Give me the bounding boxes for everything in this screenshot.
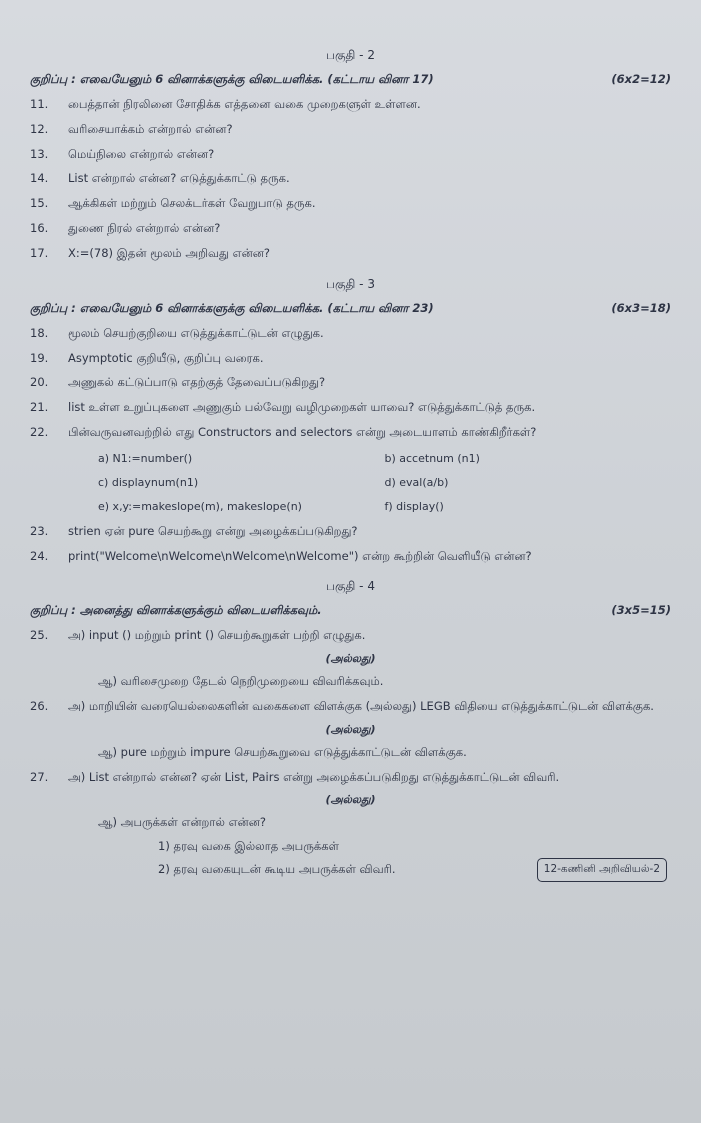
- section-3-questions-continued: [30, 523, 671, 566]
- question-text: X:=(78) இதன் மூலம் அறிவது என்ன?: [68, 245, 271, 260]
- question-number: 14.: [30, 171, 49, 186]
- or-label: (அல்லது): [325, 652, 376, 666]
- question-22-options: [30, 452, 671, 513]
- question-text: துணை நிரல் என்றால் என்ன?: [68, 221, 221, 236]
- question-27-b: ஆ) அபருக்கள் என்றால் என்ன?: [98, 815, 266, 830]
- question-row: [30, 220, 671, 238]
- marks-text: (6x3=18): [611, 300, 671, 315]
- instruction-text: குறிப்பு : அனைத்து வினாக்களுக்கும் விடையளிக்கவும்.: [30, 603, 322, 618]
- question-text: பின்வருவனவற்றில் எது Constructors and selectors என்று அடையாளம் காண்கிறீர்கள்?: [68, 424, 537, 439]
- question-text: மூலம் செயற்குறியை எடுத்துக்காட்டுடன் எழுதுக.: [68, 325, 324, 340]
- question-25-b: ஆ) வரிசைமுறை தேடல் நெறிமுறையை விவரிக்கவும்.: [98, 674, 384, 689]
- or-label: (அல்லது): [325, 793, 376, 807]
- subject-badge: 12-கணினி அறிவியல்-2: [537, 858, 667, 882]
- question-26-a: அ) மாறியின் வரையெல்லைகளின் வகைகளை விளக்குக (அல்லது) LEGB விதியை எடுத்துக்காட்டுடன் விளக்குக.: [68, 699, 654, 713]
- question-number: 26.: [30, 699, 49, 713]
- question-25-a: அ) input () மற்றும் print () செயற்கூறுகள் பற்றி எழுதுக.: [68, 628, 366, 643]
- question-row: [30, 424, 671, 442]
- question-number: 21.: [30, 400, 49, 415]
- instruction-text: குறிப்பு : எவையேனும் 6 வினாக்களுக்கு விடையளிக்க. (கட்டாய வினா 23): [30, 300, 434, 315]
- question-row: [30, 96, 671, 114]
- question-text: மெய்நிலை என்றால் என்ன?: [68, 146, 215, 161]
- question-row: [30, 170, 671, 188]
- section-2-title: பகுதி - 2: [326, 48, 375, 62]
- question-number: 17.: [30, 245, 49, 260]
- question-number: 18.: [30, 325, 49, 340]
- option-item: b) accetnum (n1): [384, 451, 480, 465]
- option-item: c) displaynum(n1): [98, 475, 199, 489]
- question-number: 22.: [30, 424, 49, 439]
- marks-text: (6x2=12): [611, 72, 671, 86]
- instruction-text: குறிப்பு : எவையேனும் 6 வினாக்களுக்கு விடையளிக்க. (கட்டாய வினா 17): [30, 72, 434, 86]
- question-row: [30, 548, 671, 566]
- question-number: 24.: [30, 548, 49, 563]
- marks-text: (3x5=15): [611, 603, 671, 618]
- question-row: [30, 121, 671, 139]
- question-row: [30, 523, 671, 541]
- question-25: [30, 627, 671, 645]
- question-row: [30, 399, 671, 417]
- question-text: list உள்ள உறுப்புகளை அணுகும் பல்வேறு வழிமுறைகள் யாவை? எடுத்துக்காட்டுத் தருக.: [68, 400, 536, 415]
- question-text: Asymptotic குறியீடு, குறிப்பு வரைக.: [68, 350, 264, 365]
- question-text: வரிசையாக்கம் என்றால் என்ன?: [68, 121, 233, 136]
- question-row: [30, 195, 671, 213]
- question-number: 23.: [30, 523, 49, 538]
- option-item: f) display(): [384, 499, 444, 513]
- question-number: 12.: [30, 121, 49, 136]
- footer-row: [158, 858, 671, 882]
- question-27-sublist: [30, 836, 671, 882]
- question-number: 15.: [30, 196, 49, 211]
- question-row: [30, 350, 671, 368]
- question-number: 25.: [30, 628, 49, 643]
- question-row: [30, 245, 671, 263]
- question-text: strien ஏன் pure செயற்கூறு என்று அழைக்கப்படுகிறது?: [68, 523, 358, 538]
- option-item: d) eval(a/b): [384, 475, 449, 489]
- section-2-instruction: [30, 72, 671, 88]
- question-number: 20.: [30, 375, 49, 390]
- question-26-b: ஆ) pure மற்றும் impure செயற்கூறுவை எடுத்துக்காட்டுடன் விளக்குக.: [98, 744, 467, 759]
- sub-item-2: 2) தரவு வகையுடன் கூடிய அபருக்கள் விவரி.: [158, 862, 396, 877]
- question-text: ஆக்கிகள் மற்றும் செலக்டர்கள் வேறுபாடு தருக.: [68, 196, 316, 211]
- question-number: 11.: [30, 97, 49, 111]
- section-2-questions: [30, 96, 671, 263]
- question-row: [30, 374, 671, 392]
- question-text: print("Welcome\nWelcome\nWelcome\nWelcome") என்ற கூற்றின் வெளியீடு என்ன?: [68, 548, 532, 563]
- question-text: அணுகல் கட்டுப்பாடு எதற்குத் தேவைப்படுகிறது?: [68, 375, 326, 390]
- question-text: List என்றால் என்ன? எடுத்துக்காட்டு தருக.: [68, 171, 290, 186]
- question-27-a: அ) List என்றால் என்ன? ஏன் List, Pairs என்று அழைக்கப்படுகிறது எடுத்துக்காட்டுடன் விவரி.: [68, 769, 560, 784]
- section-4-title: பகுதி - 4: [326, 579, 375, 594]
- question-row: [30, 146, 671, 164]
- option-item: a) N1:=number(): [98, 451, 193, 465]
- question-26: [30, 698, 671, 716]
- sub-item-1: 1) தரவு வகை இல்லாத அபருக்கள்: [158, 839, 339, 854]
- question-number: 19.: [30, 350, 49, 365]
- question-number: 27.: [30, 769, 49, 784]
- question-number: 16.: [30, 221, 49, 236]
- section-3-title: பகுதி - 3: [326, 276, 375, 291]
- option-item: e) x,y:=makeslope(m), makeslope(n): [98, 499, 302, 513]
- question-27: [30, 769, 671, 787]
- section-4-instruction: [30, 603, 671, 619]
- question-number: 13.: [30, 146, 49, 161]
- or-label: (அல்லது): [325, 722, 376, 736]
- question-text: பைத்தான் நிரலினை சோதிக்க எத்தனை வகை முறைகளுள் உள்ளன.: [68, 97, 421, 111]
- section-3-questions: [30, 325, 671, 442]
- question-row: [30, 325, 671, 343]
- section-3-instruction: [30, 301, 671, 317]
